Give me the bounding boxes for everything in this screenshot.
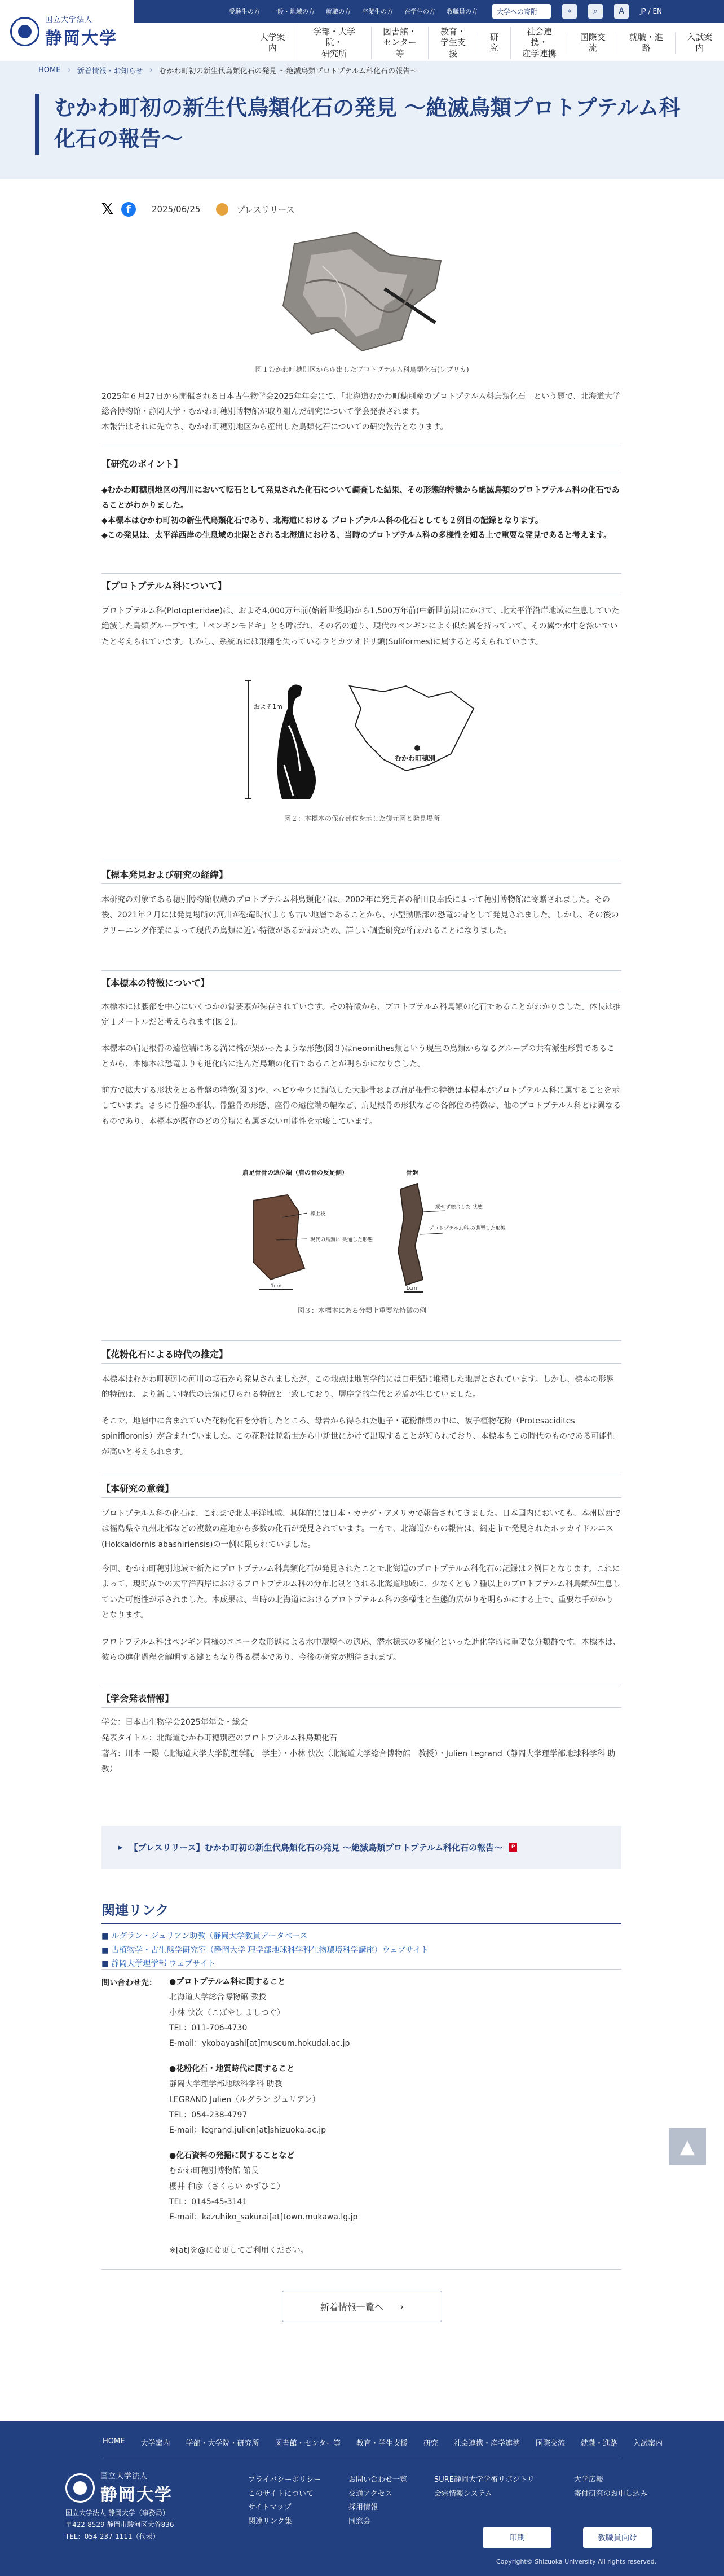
nav-education[interactable]: 教育・ 学生支援 <box>428 27 477 60</box>
page-title: むかわ町初の新生代鳥類化石の発見 ～絶滅鳥類プロトプテルム科化石の報告～ <box>54 95 681 152</box>
footer-link-contact[interactable]: お問い合わせ一覧 <box>348 2476 408 2484</box>
top-link-alumni[interactable]: 卒業生の方 <box>362 8 393 15</box>
footer-logo-title: 静岡大学 <box>100 2485 173 2505</box>
footer-nav-international[interactable]: 国際交流 <box>536 2439 566 2448</box>
top-link-public[interactable]: 一般・地域の方 <box>271 8 315 15</box>
footer-nav-admissions[interactable]: 入試案内 <box>633 2439 663 2448</box>
conference-title: 発表タイトル：北海道むかわ町穂別産のプロトプテルム科鳥類化石 <box>101 1734 338 1743</box>
section-divider <box>101 1707 621 1708</box>
main-nav <box>248 26 724 60</box>
x-share-icon[interactable]: 𝕏 <box>101 201 113 218</box>
footer-link-alumni[interactable]: 同窓会 <box>348 2517 371 2526</box>
contact-tel: TEL：0145-45-3141 <box>169 2197 248 2206</box>
breadcrumb <box>0 61 724 79</box>
footer-nav-career[interactable]: 就職・進路 <box>581 2439 618 2448</box>
nav-international[interactable]: 国際交流 <box>568 32 617 54</box>
footer-link-sitemap[interactable]: サイトマップ <box>248 2503 292 2512</box>
contact-divider-bottom <box>101 2269 621 2270</box>
significance-paragraph-2: 今回、むかわ町穂別地域で新たにプロトプテルム科鳥類化石が発見されたことで北海道のプロトプテルム科化石の記録は２例目となります。これによって、現時点での太平洋西岸におけるプロトプテルム科の分布北限とされる北海道地域に、少なくとも２種以上のプロトプテルム科鳥類が生息していた可能性が示されました。本成果は、当時の北海道におけるプロトプテルム科の多様性と生態的広がりを明らかにする上で、重要な手がかりとなります。 <box>101 1564 621 1620</box>
footer-address <box>65 2507 174 2543</box>
top-link-examinees[interactable]: 受験生の方 <box>229 8 260 15</box>
site-footer <box>0 2421 724 2576</box>
features-paragraph-3: 前方で拡大する形状をとる骨盤の特徴(図３)や、ヘビウやウに類似した大腿骨および肩足根骨の特徴は本標本がプロトプテルム科に属することを示しています。さらに骨盤の形状、骨盤骨の形態、座骨の遠位端の幅など、肩足根骨の形状などの各部位の特徴は、他のプロトプテルム科とは異なるものであり、本標本が既存のどの分類にも属さない可能性を示唆しています。 <box>101 1086 621 1126</box>
contact-email: E-mail：ykobayashi[at]museum.hokudai.ac.jp <box>169 2039 350 2049</box>
contact-divider <box>101 1969 621 1970</box>
top-link-staff[interactable]: 教職員の方 <box>447 8 478 15</box>
related-link-lab[interactable]: ■ 古植物学・古生態学研究室（静岡大学 理学部地球科学科生物環境科学講座）ウェブサイト <box>101 1944 429 1958</box>
contact-org: 静岡大学理学部地球科学科 助教 <box>169 2080 282 2089</box>
contact-label: 問い合わせ先： <box>101 1979 157 1988</box>
footer-nav-home[interactable]: HOME <box>103 2437 125 2446</box>
intro-paragraph-2: 本報告はそれに先立ち、むかわ町穂別地区から産出した鳥類化石についての研究報告となります。 <box>101 423 448 432</box>
footer-link-pr[interactable]: 大学広報 <box>574 2476 604 2484</box>
nav-faculties[interactable]: 学部・大学院・ 研究所 <box>297 27 370 60</box>
footer-link-repository[interactable]: SURE静岡大学学術リポジトリ <box>434 2476 535 2484</box>
footer-link-access[interactable]: 交通アクセス <box>348 2489 392 2498</box>
contact-heading: ●プロトプテルム科に関すること <box>169 1977 286 1986</box>
fig3-scale-right: 1cm <box>406 1286 417 1291</box>
fig3-label-b: 現代の鳥類に 共通した形態 <box>310 1237 373 1243</box>
breadcrumb-news[interactable]: 新着情報・お知らせ <box>77 67 143 76</box>
breadcrumb-separator-icon: › <box>149 65 153 74</box>
nav-social[interactable]: 社会連携・ 産学連携 <box>510 27 568 60</box>
footer-col-3 <box>434 2473 535 2501</box>
section-divider <box>101 573 621 574</box>
chevron-right-icon: ▸ <box>118 1842 123 1852</box>
university-logo[interactable] <box>10 14 117 49</box>
staff-button[interactable]: 教職員向け <box>583 2527 652 2548</box>
fig3-label-c: 縦せず融合した 状態 <box>435 1205 483 1210</box>
significance-paragraph-1: プロトプテルム科の化石は、これまで北太平洋地域、具体的には日本・カナダ・アメリカで報告されてきました。日本国内においても、本州以西では福島県や九州北部などの複数の産地から多数の化石が発見されています。一方で、北海道からの報告は、網走市で発見されたホッカイドルニス(Hokkaidornis abashiriensis)の一例に限られていました。 <box>101 1509 621 1549</box>
section-divider <box>101 1340 621 1341</box>
heading-significance: 【本研究の意義】 <box>101 1483 174 1494</box>
pdf-icon: P <box>509 1843 517 1852</box>
contact-person: 小林 快次（こばやし よしつぐ） <box>169 2008 285 2017</box>
related-link-faculty[interactable]: ■ 静岡大学理学部 ウェブサイト <box>101 1957 429 1971</box>
facebook-share-icon[interactable]: f <box>121 202 136 217</box>
article-meta <box>101 201 295 218</box>
footer-nav-social[interactable]: 社会連携・産学連携 <box>454 2439 520 2448</box>
footer-link-about-site[interactable]: このサイトについて <box>248 2489 314 2498</box>
related-links-list <box>101 1929 429 1971</box>
footer-address-line: 〒422-8529 静岡市駿河区大谷836 <box>65 2521 174 2529</box>
contact-email: E-mail：kazuhiko_sakurai[at]town.mukawa.lg.jp <box>169 2213 358 2222</box>
age-paragraph-1: 本標本はむかわ町穂別の河川の転石から発見されましたが、この地点は地質学的には白亜紀に堆積した地層とされています。しかし、標本の形態的特徴は、より新しい時代の鳥類に見られる特徴と一致しており、層序学的年代と矛盾が生じていました。 <box>101 1375 614 1400</box>
related-divider <box>101 1923 621 1924</box>
footer-col-2 <box>348 2473 407 2529</box>
footer-link-system[interactable]: 会宗情報システム <box>434 2489 492 2498</box>
news-list-label: 新着情報一覧へ <box>320 2301 383 2313</box>
contact-email: E-mail：legrand.julien[at]shizuoka.ac.jp <box>169 2126 326 2135</box>
section-divider <box>101 1497 621 1498</box>
logo-subtitle: 国立大学法人 <box>45 16 93 24</box>
footer-logo-emblem-icon <box>65 2473 95 2503</box>
copyright: Copyright© Shizuoka University All rights reserved. <box>496 2558 657 2565</box>
top-utility-bar <box>134 0 724 23</box>
footer-link-privacy[interactable]: プライバシーポリシー <box>248 2476 321 2484</box>
about-paragraph: プロトプテルム科(Plotopteridae)は、およそ4,000万年前(始新世後期)から1,500万年前(中新世前期)にかけて、北太平洋沿岸地域に生息していた絶滅した鳥類グループです。「ペンギンモドキ」とも呼ばれ、その名の通り、現代のペンギンによく似た翼を持っていて、その翼で水中を泳いでいたと考えられています。しかし、系統的には飛翔を失っているウとカツオドリ類(Suliformes)に属すると考えられています。 <box>101 606 620 647</box>
footer-link-recruit[interactable]: 採用情報 <box>348 2503 378 2512</box>
press-release-pdf-link[interactable] <box>101 1826 621 1869</box>
fossil-photo-image <box>272 221 452 359</box>
contact-block-1 <box>169 1975 350 2051</box>
footer-logo[interactable] <box>65 2470 173 2505</box>
back-to-top-icon[interactable]: ▲ <box>669 2128 706 2165</box>
nav-library[interactable]: 図書館・ センター等 <box>371 27 428 60</box>
related-links-title: 関連リンク <box>101 1902 169 1918</box>
breadcrumb-home[interactable]: HOME <box>38 65 61 74</box>
contact-block-3 <box>169 2148 357 2225</box>
contact-heading: ●化石資料の発掘に関することなど <box>169 2151 295 2160</box>
diagnostic-features-image <box>237 1167 506 1300</box>
age-paragraph-2: そこで、地層中に含まれていた花粉化石を分析したところ、母岩から得られた胞子・花粉群集の中に、被子植物花粉（Protesacidites spinifloronis）が含まれていました。この花粉は暁新世から中新世にかけて出現することが知られており、本標本もこの時代のものである可能性が高いと考えられます。 <box>101 1417 615 1457</box>
point-1: ◆むかわ町穂別地区の河川において転石として発見された化石について調査した結果、その形態的特徴から絶滅鳥類のプロトプテルム科の化石であることがわかりました。 <box>101 486 620 511</box>
location-label: むかわ町穂別 <box>395 754 436 762</box>
footer-nav-faculties[interactable]: 学部・大学院・研究所 <box>186 2439 259 2448</box>
footer-nav-library[interactable]: 図書館・センター等 <box>275 2439 341 2448</box>
donation-button[interactable]: 大学への寄附 <box>492 4 551 19</box>
intro-paragraph-1: 2025年６月27日から開催される日本古生物学会2025年年会にて、「北海道むかわ町穂別産のプロトプテルム科鳥類化石」という題で、北海道大学総合博物館・静岡大学・むかわ町穂別博物館が取り組んだ研究について学会発表されます。 <box>101 392 620 417</box>
point-3: ◆この発見は、太平洋西岸の生息域の北限とされる北海道における、当時のプロトプテルム科の多様性を知る上で重要な発見であると考えます。 <box>101 531 611 540</box>
contact-tel: TEL：011-706-4730 <box>169 2023 248 2033</box>
contact-person: 櫻井 和彦（さくらい かずひこ） <box>169 2182 285 2191</box>
figure-2 <box>237 675 487 823</box>
footer-logo-subtitle: 国立大学法人 <box>100 2472 148 2481</box>
pdf-link-label: 【プレスリリース】むかわ町初の新生代鳥類化石の発見 ～絶滅鳥類プロトプテルム科化石の報告～ <box>129 1842 503 1853</box>
heading-conference: 【学会発表情報】 <box>101 1693 174 1704</box>
footer-link-links[interactable]: 関連リンク集 <box>248 2517 292 2526</box>
footer-nav-about[interactable]: 大学案内 <box>140 2439 170 2448</box>
heading-age: 【花粉化石による時代の推定】 <box>101 1349 228 1360</box>
conference-authors: 著者：川本 一陽（北海道大学大学院理学院 学生）・小林 快次（北海道大学総合博物館 教授）・Julien Legrand（静岡大学理学部地球科学科 助教） <box>101 1749 616 1774</box>
figure-1-caption: 図１むかわ町穂別区から産出したプロトプテルム科鳥類化石(レプリカ) <box>255 366 469 373</box>
discovery-paragraph: 本研究の対象である穂別博物館収蔵のプロトプテルム科鳥類化石は、2002年に発見者の稲田良幸氏によって穂別博物館に寄贈されました。その後、2021年２月には発見場所の河川が恐竜時代よりも古い地層であることから、小型動脈部の恐竜の骨として発見されました。しかし、その後のクリーニング作業によって現代の鳥類に近い特徴があるかわれため、詳しい調査研究が行われることになりました。 <box>101 895 619 935</box>
footer-address-line: 国立大学法人 静岡大学（事務局） <box>65 2509 169 2517</box>
map-pin-icon[interactable]: ⌖ <box>562 4 577 19</box>
fig3-label-a: 棒上枝 <box>310 1211 326 1217</box>
nav-research[interactable]: 研究 <box>478 32 510 54</box>
print-button[interactable]: 印刷 <box>483 2527 551 2548</box>
breadcrumb-current: むかわ町初の新生代鳥類化石の発見 ～絶滅鳥類プロトプテルム科化石の報告～ <box>159 67 418 76</box>
features-paragraph-2: 本標本の肩足根骨の遠位端にある溝に橋が架かったような形態(図３)はneornithes類という現生の鳥類からなるグループの共有派生形質であることから、本標本は恐竜よりも進化的に進んだ鳥類の化石であることが明らかになりました。 <box>101 1044 615 1069</box>
figure-3 <box>237 1167 506 1315</box>
logo-title: 静岡大学 <box>45 29 117 49</box>
chevron-right-icon: › <box>400 2301 404 2312</box>
point-2: ◆本標本はむかわ町初の新生代鳥類化石であり、北海道における プロトプテルム科の化石としても２例目の記録となります。 <box>101 516 543 525</box>
publish-date: 2025/06/25 <box>151 204 201 214</box>
figure-2-caption: 図２：本標本の保存部位を示した復元図と発見場所 <box>284 815 440 823</box>
footer-col-4 <box>574 2473 647 2501</box>
logo-emblem-icon <box>10 17 39 46</box>
contact-person: LEGRAND Julien（ルグラン ジュリアン） <box>169 2095 320 2104</box>
contact-heading: ●花粉化石・地質時代に関すること <box>169 2064 295 2073</box>
language-switch[interactable]: JP / EN <box>640 7 663 15</box>
fig3-right-title: 骨盤 <box>406 1169 418 1176</box>
heading-points: 【研究のポイント】 <box>101 459 183 469</box>
contact-note: ※[at]を@に変更してご利用ください。 <box>169 2246 308 2255</box>
section-divider <box>101 883 621 884</box>
fig3-scale-left: 1cm <box>271 1283 282 1289</box>
reconstruction-and-map-image <box>237 675 487 808</box>
fig3-label-d: プロトプテルム科 の典型した形態 <box>429 1226 506 1232</box>
category-label: プレスリリース <box>236 204 295 215</box>
fig3-left-title: 肩足骨骨の遠位端（肩の骨の反足側） <box>242 1169 348 1176</box>
figure-1 <box>248 221 476 374</box>
related-link-legrand[interactable]: ■ ルグラン・ジュリアン助教（静岡大学教員データベース <box>101 1929 429 1944</box>
section-divider <box>101 1363 621 1364</box>
search-icon[interactable]: ⌕ <box>588 4 603 19</box>
heading-discovery: 【標本発見および研究の経緯】 <box>101 869 228 880</box>
significance-paragraph-3: プロトプテルム科はペンギン同様のユニークな形態による水中環境への適応、潜水様式の多様化といった進化学的に重要な分類群です。本標本は、彼らの進化過程を解明する鍵ともなり得る標本であり、今後の研究が期待されます。 <box>101 1638 621 1663</box>
footer-nav <box>103 2437 663 2448</box>
nav-career[interactable]: 就職・進路 <box>617 32 674 54</box>
section-divider <box>101 970 621 971</box>
top-link-students[interactable]: 在学生の方 <box>404 8 435 15</box>
site-header <box>0 0 724 61</box>
nav-about[interactable]: 大学案内 <box>259 32 285 53</box>
footer-address-line: TEL：054-237-1111（代表） <box>65 2533 160 2540</box>
footer-link-donation[interactable]: 寄付研究のお申し込み <box>574 2489 648 2498</box>
title-accent-bar <box>35 94 39 155</box>
category-icon <box>216 203 228 216</box>
conference-society: 学会：日本古生物学会2025年年会・総会 <box>101 1718 248 1727</box>
footer-nav-research[interactable]: 研究 <box>423 2439 438 2448</box>
nav-admissions[interactable]: 入試案内 <box>675 32 724 54</box>
features-paragraph-1: 本標本には腰部を中心にいくつかの骨要素が保存されています。その特徴から、プロトプテルム科鳥類の化石であることがわかりました。体長は推定１メートルだと考えられます(図２)。 <box>101 1003 621 1027</box>
breadcrumb-separator-icon: › <box>67 65 70 74</box>
text-size-icon[interactable]: A <box>614 4 629 19</box>
news-list-button[interactable] <box>282 2291 442 2322</box>
top-link-employers[interactable]: 就職の方 <box>326 8 351 15</box>
height-label: およそ1m <box>254 703 282 710</box>
footer-col-1 <box>248 2473 321 2529</box>
figure-3-caption: 図３：本標本にある分類上重要な特徴の例 <box>297 1307 426 1315</box>
contact-tel: TEL：054-238-4797 <box>169 2110 248 2120</box>
heading-features: 【本標本の特徴について】 <box>101 978 210 988</box>
contact-org: 北海道大学総合博物館 教授 <box>169 1993 267 2002</box>
footer-nav-education[interactable]: 教育・学生支援 <box>356 2439 408 2448</box>
heading-about: 【プロトプテルム科について】 <box>101 581 227 591</box>
contact-org: むかわ町穂別博物館 館長 <box>169 2166 259 2176</box>
contact-block-2 <box>169 2061 326 2138</box>
